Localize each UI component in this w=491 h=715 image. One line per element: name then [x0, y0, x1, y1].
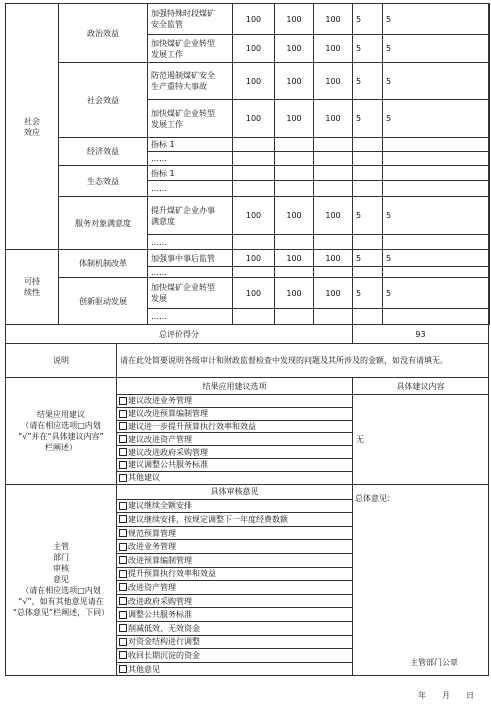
dept-option	[116, 607, 353, 622]
indicator-cell: ……	[147, 151, 233, 166]
value-cell	[232, 234, 275, 250]
value-cell	[274, 137, 314, 152]
checkbox-icon[interactable]	[119, 651, 127, 659]
suggestion-option	[116, 394, 353, 408]
value-cell	[352, 137, 383, 152]
checkbox-icon[interactable]	[119, 461, 127, 469]
value-cell	[382, 234, 489, 250]
dept-opinion-label: 主管 部门 审核 意见 （请在相应选项□内划 “√”，如有其他意见请在 “总体意见”栏阐述，下同）	[5, 484, 117, 677]
value-cell: 100	[274, 277, 314, 309]
checkbox-icon[interactable]	[119, 422, 127, 430]
value-cell	[274, 180, 314, 197]
value-cell	[274, 165, 314, 181]
indicator-cell: ……	[147, 234, 233, 250]
dept-option	[116, 539, 353, 554]
value-cell: 5	[352, 249, 383, 267]
value-cell	[232, 180, 275, 197]
value-cell	[274, 151, 314, 166]
indicator-cell: 加快煤矿企业转型 发展工作	[147, 99, 233, 138]
dept-option	[116, 635, 353, 650]
category-cell: 社会 效应	[5, 3, 59, 250]
value-cell: 100	[232, 196, 275, 235]
subcategory-cell: 经济效益	[58, 137, 148, 166]
value-cell	[488, 234, 490, 250]
option-label: 收回长期沉淀的资金	[128, 650, 200, 660]
value-cell: 5	[352, 3, 383, 35]
checkbox-icon[interactable]	[119, 529, 127, 537]
date-month: 月	[442, 691, 450, 700]
value-cell	[274, 234, 314, 250]
value-cell	[488, 62, 490, 100]
option-label: 其他意见	[128, 664, 160, 674]
value-cell: 5	[382, 277, 489, 309]
checkbox-icon[interactable]	[119, 611, 127, 619]
value-cell: 100	[232, 277, 275, 309]
subcategory-cell: 政治效益	[58, 3, 148, 63]
total-score-value: 93	[352, 324, 489, 344]
subcategory-cell: 创新驱动发展	[58, 277, 148, 325]
value-cell: 5	[382, 249, 489, 267]
checkbox-icon[interactable]	[119, 502, 127, 510]
value-cell	[313, 180, 353, 197]
value-cell: 100	[313, 99, 353, 138]
value-cell: 5	[352, 34, 383, 63]
value-cell: 100	[313, 62, 353, 100]
value-cell	[232, 165, 275, 181]
dept-option	[116, 648, 353, 663]
indicator-cell: 加快煤矿企业转型 发展	[147, 277, 233, 309]
dept-overall-opinion	[352, 484, 489, 677]
value-cell: 5	[352, 196, 383, 235]
date-year: 年	[418, 691, 426, 700]
value-cell	[232, 151, 275, 166]
option-label: 建议改进资产管理	[128, 434, 192, 444]
checkbox-icon[interactable]	[119, 474, 127, 482]
subcategory-cell: 社会效益	[58, 62, 148, 138]
value-cell: 5	[352, 277, 383, 309]
value-cell: 100	[232, 62, 275, 100]
option-label: 规范预算管理	[128, 528, 176, 538]
checkbox-icon[interactable]	[119, 448, 127, 456]
value-cell: 100	[313, 3, 353, 35]
value-cell	[313, 308, 353, 325]
value-cell: 100	[232, 99, 275, 138]
value-cell	[382, 165, 489, 181]
checkbox-icon[interactable]	[119, 665, 127, 673]
value-cell: 5	[352, 99, 383, 138]
dept-seal-label: 主管部门公章	[410, 658, 458, 667]
suggestion-option	[116, 420, 353, 434]
value-cell	[488, 277, 490, 309]
dept-options-header: 具体审核意见	[116, 484, 353, 500]
value-cell	[488, 180, 490, 197]
value-cell: 100	[232, 34, 275, 63]
dept-option	[116, 621, 353, 636]
checkbox-icon[interactable]	[119, 583, 127, 591]
value-cell	[313, 137, 353, 152]
indicator-cell: ……	[147, 308, 233, 325]
indicator-cell: 指标 1	[147, 137, 233, 152]
option-label: 其他建议	[128, 473, 160, 483]
value-cell	[488, 151, 490, 166]
overall-opinion-label: 总体意见：	[355, 493, 395, 503]
value-cell	[382, 180, 489, 197]
suggestion-option	[116, 432, 353, 446]
dept-option	[116, 580, 353, 595]
value-cell	[352, 180, 383, 197]
value-cell	[352, 151, 383, 166]
value-cell: 5	[382, 3, 489, 35]
subcategory-cell: 服务对象满意度	[58, 196, 148, 250]
indicator-cell: ……	[147, 180, 233, 197]
option-label: 建议改进政府采购管理	[128, 447, 208, 457]
dept-option	[116, 499, 353, 514]
value-cell: 5	[382, 34, 489, 63]
indicator-cell: ……	[147, 266, 233, 278]
value-cell	[382, 151, 489, 166]
suggestion-option	[116, 445, 353, 459]
dept-option	[116, 553, 353, 568]
value-cell: 100	[313, 277, 353, 309]
checkbox-icon[interactable]	[119, 624, 127, 632]
value-cell	[352, 308, 383, 325]
value-cell	[488, 3, 490, 35]
option-label: 改进资产管理	[128, 582, 176, 592]
value-cell	[232, 308, 275, 325]
value-cell: 100	[313, 249, 353, 267]
option-label: 削减低效、无效资金	[128, 623, 200, 633]
value-cell	[488, 165, 490, 181]
indicator-cell: 加快煤矿企业转型 发展工作	[147, 34, 233, 63]
checkbox-icon[interactable]	[119, 515, 127, 523]
checkbox-icon[interactable]	[119, 543, 127, 551]
value-cell: 100	[313, 196, 353, 235]
indicator-cell: 提升煤矿企业办事 满意度	[147, 196, 233, 235]
value-cell	[488, 34, 490, 63]
date-line	[418, 691, 490, 701]
option-label: 建议继续全额安排	[128, 501, 192, 511]
value-cell	[313, 234, 353, 250]
dept-option	[116, 512, 353, 527]
checkbox-icon[interactable]	[119, 570, 127, 578]
value-cell	[352, 234, 383, 250]
indicator-cell: 加强特殊时段煤矿 安全监管	[147, 3, 233, 35]
value-cell	[313, 165, 353, 181]
option-label: 建议改进预算编制管理	[128, 409, 208, 419]
value-cell: 100	[274, 3, 314, 35]
suggestion-option	[116, 471, 353, 485]
indicator-cell: 指标 1	[147, 165, 233, 181]
option-label: 建议继续安排，按规定调整下一年度经费数额	[128, 514, 288, 524]
value-cell: 100	[274, 249, 314, 267]
value-cell: 5	[382, 62, 489, 100]
category-cell: 可持 续性	[5, 249, 59, 325]
value-cell	[274, 308, 314, 325]
dept-option	[116, 567, 353, 582]
value-cell	[488, 196, 490, 235]
checkbox-icon[interactable]	[119, 597, 127, 605]
value-cell: 100	[274, 34, 314, 63]
option-label: 调整公共服务标准	[128, 610, 192, 620]
remark-label: 说明	[5, 343, 117, 378]
checkbox-icon[interactable]	[119, 556, 127, 564]
value-cell	[382, 308, 489, 325]
value-cell: 5	[382, 99, 489, 138]
option-label: 建议调整公共服务标准	[128, 460, 208, 470]
date-day: 日	[466, 691, 474, 700]
subcategory-cell: 生态效益	[58, 165, 148, 197]
checkbox-icon[interactable]	[119, 397, 127, 405]
remark-text: 请在此处简要说明各级审计和财政监督检查中发现的问题及其所涉及的金额，如没有请填无。	[116, 343, 489, 378]
dept-option	[116, 594, 353, 609]
dept-option	[116, 662, 353, 677]
value-cell: 100	[232, 249, 275, 267]
value-cell	[313, 151, 353, 166]
value-cell	[488, 308, 490, 325]
suggestion-options-header: 结果应用建议选项	[116, 377, 353, 395]
value-cell: 100	[232, 3, 275, 35]
option-label: 改进政府采购管理	[128, 596, 192, 606]
total-score-label: 总评价得分	[5, 324, 353, 344]
option-label: 提升预算执行效率和效益	[128, 569, 216, 579]
option-label: 对资金结构进行调整	[128, 637, 200, 647]
value-cell: 100	[274, 196, 314, 235]
value-cell: 100	[274, 62, 314, 100]
option-label: 建议进一步提升预算执行效率和效益	[128, 421, 256, 431]
suggestion-content-header: 具体建议内容	[352, 377, 489, 395]
suggestion-option	[116, 458, 353, 472]
value-cell	[488, 137, 490, 152]
option-label: 改进业务管理	[128, 542, 176, 552]
value-cell: 100	[274, 99, 314, 138]
value-cell: 100	[313, 34, 353, 63]
value-cell	[488, 99, 490, 138]
dept-option	[116, 526, 353, 541]
value-cell	[232, 137, 275, 152]
value-cell: 5	[382, 196, 489, 235]
value-cell	[352, 165, 383, 181]
suggestion-option	[116, 407, 353, 421]
subcategory-cell: 体制机制改革	[58, 249, 148, 278]
value-cell: 5	[352, 62, 383, 100]
option-label: 改进预算编制管理	[128, 555, 192, 565]
value-cell	[488, 249, 490, 267]
indicator-cell: 加强事中事后监管	[147, 249, 233, 267]
checkbox-icon[interactable]	[119, 638, 127, 646]
value-cell	[382, 137, 489, 152]
checkbox-icon[interactable]	[119, 435, 127, 443]
suggestion-content: 无	[352, 394, 489, 485]
suggestion-label: 结果应用建议 （请在相应选项□内划 “√”并在“具体建议内容” 栏阐述）	[5, 377, 117, 485]
checkbox-icon[interactable]	[119, 410, 127, 418]
option-label: 建议改进业务管理	[128, 396, 192, 406]
indicator-cell: 防范遏制煤矿安全 生产重特大事故	[147, 62, 233, 100]
